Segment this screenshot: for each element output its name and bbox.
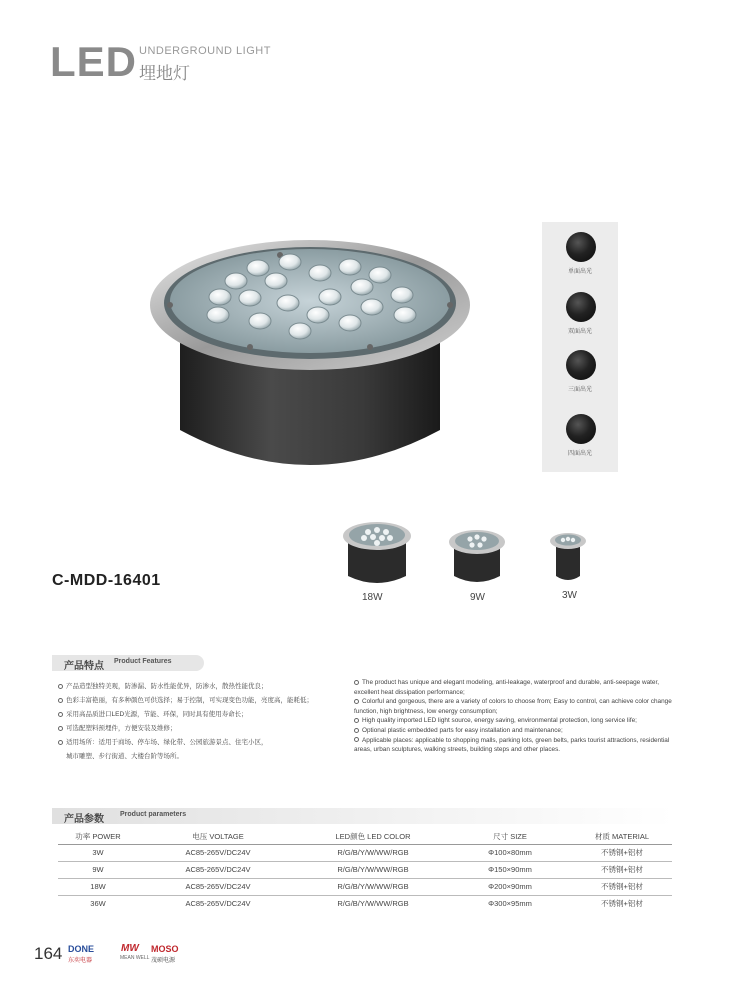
feature-cn-item: 色彩丰富艳丽，有多种颜色可供选择；易于控制，可实现变色功能，亮度高，能耗低；: [58, 694, 343, 708]
triple-side-beam-icon: [566, 350, 596, 380]
feature-en-item: Colorful and gorgeous, there are a variety of colors to choose from; Easy to control, can achieve color change function, high brightness, low energy consumption;: [354, 698, 672, 715]
column-header: 尺寸 SIZE: [448, 830, 572, 844]
table-cell: R/G/B/Y/W/WW/RGB: [298, 844, 448, 861]
variant-label: 9W: [470, 592, 485, 603]
table-cell: 9W: [58, 861, 138, 878]
features-cn-list: [58, 680, 343, 764]
table-cell: AC85-265V/DC24V: [138, 861, 298, 878]
beam-option-label: 三面出光: [567, 387, 592, 393]
table-cell: Φ200×90mm: [448, 878, 572, 895]
product-features-header: [52, 655, 204, 671]
bullet-icon: [354, 728, 359, 733]
variant-label: 18W: [362, 592, 383, 603]
brand-logo-meanwell-sub: MEAN WELL: [120, 955, 150, 961]
variant-9w-image: [446, 526, 508, 588]
beam-options-panel: [542, 222, 618, 472]
section-title-cn: 产品特点: [64, 661, 104, 672]
table-cell: 不锈钢+铝材: [601, 899, 643, 909]
variant-18w-image: [340, 518, 414, 588]
table-cell: Φ100×80mm: [448, 844, 572, 861]
table-cell: 3W: [58, 844, 138, 861]
bullet-icon: [58, 712, 63, 717]
table-cell: R/G/B/Y/W/WW/RGB: [298, 861, 448, 878]
table-header-row: [58, 830, 672, 844]
beam-option-label: 单面出光: [567, 269, 592, 275]
feature-en-item: Applicable places: applicable to shopping malls, parking lots, green belts, parks tourist attractions, residential areas, urban sculptures, walking streets, building steps and other places.: [354, 736, 670, 754]
feature-cn-item: 适用场所：适用于商场、停车场、绿化带、公园旅游景点、住宅小区，: [58, 736, 343, 750]
table-row: [58, 895, 672, 912]
table-cell: Φ150×90mm: [448, 861, 572, 878]
brand-logo-done: DONE: [68, 944, 95, 954]
beam-option: [542, 350, 618, 410]
brand-logo-moso-sub: 茂硕电源: [151, 958, 176, 964]
feature-en-item: Optional plastic embedded parts for easy installation and maintenance;: [354, 726, 680, 736]
section-title-cn: 产品参数: [64, 814, 104, 825]
bullet-icon: [58, 740, 63, 745]
beam-option-label: 四面出光: [567, 451, 592, 457]
table-row: [58, 844, 672, 861]
table-cell: AC85-265V/DC24V: [138, 878, 298, 895]
beam-option-label: 双面出光: [567, 329, 592, 335]
underground-light-product-image: [140, 215, 480, 485]
subtitle-en: UNDERGROUND LIGHT: [139, 45, 271, 57]
model-number: C-MDD-16401: [52, 572, 161, 589]
product-variants: [330, 518, 610, 608]
feature-cn-item: 可选配塑料预埋件，方便安装及维修；: [58, 722, 343, 736]
variant-label: 3W: [562, 590, 577, 601]
parameters-table: [58, 830, 672, 912]
bullet-icon: [354, 737, 359, 742]
column-header: 电压 VOLTAGE: [138, 830, 298, 844]
feature-cn-item: 采用高品质进口LED光源，节能、环保，同时具有使用寿命长；: [58, 708, 343, 722]
table-cell: 18W: [58, 878, 138, 895]
bullet-icon: [354, 718, 359, 723]
table-cell: AC85-265V/DC24V: [138, 844, 298, 861]
product-parameters-header: [52, 808, 674, 824]
bullet-icon: [58, 698, 63, 703]
page-footer: [34, 940, 334, 970]
brand-logo-moso: MOSO: [151, 944, 179, 954]
bullet-icon: [354, 699, 359, 704]
table-cell: R/G/B/Y/W/WW/RGB: [337, 899, 409, 909]
table-cell: 不锈钢+铝材: [572, 878, 672, 895]
bullet-icon: [354, 680, 359, 685]
section-title-en: Product parameters: [120, 811, 187, 818]
feature-en-item: High quality imported LED light source, energy saving, environmental protection, long service life;: [354, 716, 680, 726]
brand-logo-meanwell: MW: [121, 943, 139, 954]
section-title-en: Product Features: [114, 658, 172, 665]
table-cell: 不锈钢+铝材: [572, 861, 672, 878]
bullet-icon: [58, 726, 63, 731]
led-title: LED: [50, 38, 137, 85]
single-side-beam-icon: [566, 232, 596, 262]
feature-en-item: The product has unique and elegant modeling, anti-leakage, waterproof and durable, anti-seepage water, excellent heat dissipation performance;: [354, 679, 660, 696]
variant-3w-image: [548, 530, 588, 586]
table-cell: 不锈钢+铝材: [572, 844, 672, 861]
table-cell: Φ300×95mm: [488, 899, 532, 909]
feature-cn-item: 产品造型独特美观，防渗漏、防水性能优异，防渗水，散热性能优良；: [58, 680, 343, 694]
subtitle-cn: 埋地灯: [139, 64, 190, 83]
column-header: 材质 MATERIAL: [572, 830, 672, 844]
beam-option: [542, 232, 618, 292]
table-cell: AC85-265V/DC24V: [185, 899, 251, 909]
feature-cn-item: 城市雕塑、步行街道、大楼台阶等场所。: [66, 753, 183, 760]
beam-option: [542, 414, 618, 474]
beam-option: [542, 292, 618, 352]
table-row: [58, 861, 672, 878]
table-cell: 36W: [90, 899, 106, 909]
bullet-icon: [58, 684, 63, 689]
brand-logo-done-sub: 东奕电器: [68, 958, 93, 964]
table-row: [58, 878, 672, 895]
table-cell: R/G/B/Y/W/WW/RGB: [298, 878, 448, 895]
quad-side-beam-icon: [566, 414, 596, 444]
column-header: 功率 POWER: [58, 830, 138, 844]
page-number: 164: [34, 944, 63, 963]
double-side-beam-icon: [566, 292, 596, 322]
features-en-list: [354, 678, 680, 755]
column-header: LED颜色 LED COLOR: [298, 830, 448, 844]
